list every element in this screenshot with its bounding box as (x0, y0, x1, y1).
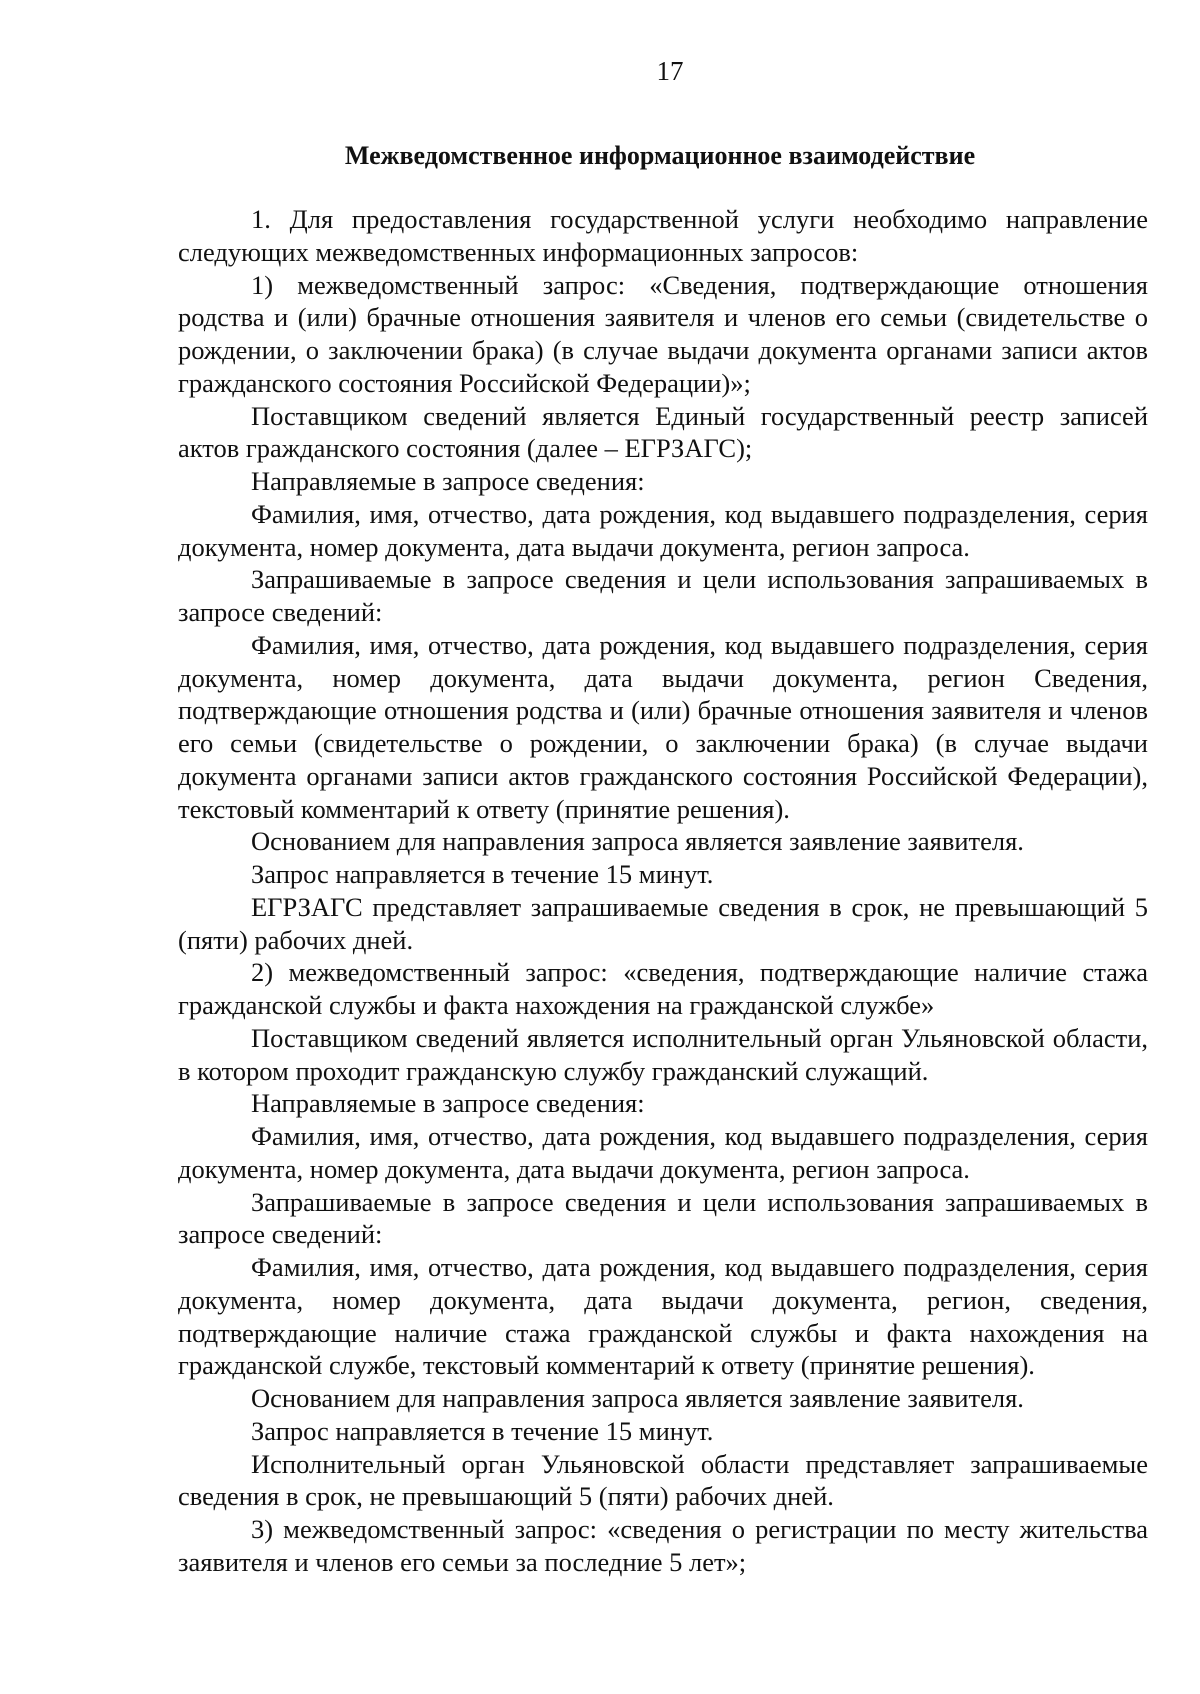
paragraph: 1. Для предоставления государственной услуги необходимо направление следующих межведомственных информационных запросов: (178, 204, 1148, 267)
paragraph: Запрашиваемые в запросе сведения и цели использования запрашиваемых в запросе сведений: (178, 1186, 1148, 1250)
section-heading: Межведомственное информационное взаимодействие (344, 141, 976, 170)
document-body (178, 203, 1148, 1579)
paragraph: Основанием для направления запроса является заявление заявителя. (251, 1383, 1024, 1413)
paragraph: Исполнительный орган Ульяновской области представляет запрашиваемые сведения в срок, не превышающий 5 (пяти) рабочих дней. (178, 1448, 1148, 1512)
paragraph: Фамилия, имя, отчество, дата рождения, код выдавшего подразделения, серия документа, номер документа, дата выдачи документа, регион запроса. (178, 498, 1148, 562)
paragraph: ЕГРЗАГС представляет запрашиваемые сведения в срок, не превышающий 5 (пяти) рабочих дней. (178, 891, 1148, 955)
paragraph: Запрашиваемые в запросе сведения и цели использования запрашиваемых в запросе сведений: (178, 564, 1148, 627)
paragraph: 3) межведомственный запрос: «сведения о регистрации по месту жительства заявителя и членов его семьи за последние 5 лет»; (178, 1514, 1148, 1577)
paragraph: 1) межведомственный запрос: «Сведения, подтверждающие отношения родства и (или) брачные отношения заявителя и членов его семьи (свидетельстве о рождении, о заключении брака) (в случае выдачи документа органами записи актов гражданского состояния Российской Федерации)»; (178, 269, 1148, 398)
page-number: 17 (656, 56, 684, 86)
paragraph: Фамилия, имя, отчество, дата рождения, код выдавшего подразделения, серия документа, номер документа, дата выдачи документа, регион, сведения, подтверждающие наличие стажа гражданской службы и факта нахождения на гражданской службе, текстовый комментарий к ответу (принятие решения). (178, 1252, 1148, 1381)
paragraph: Поставщиком сведений является исполнительный орган Ульяновской области, в котором проходит гражданскую службу гражданский служащий. (178, 1022, 1148, 1086)
paragraph: Фамилия, имя, отчество, дата рождения, код выдавшего подразделения, серия документа, номер документа, дата выдачи документа, регион запроса. (178, 1121, 1148, 1184)
paragraph: Направляемые в запросе сведения: (251, 466, 645, 496)
paragraph: Направляемые в запросе сведения: (251, 1088, 645, 1119)
paragraph: Основанием для направления запроса является заявление заявителя. (251, 826, 1024, 857)
paragraph: Фамилия, имя, отчество, дата рождения, код выдавшего подразделения, серия документа, номер документа, дата выдачи документа, регион Сведения, подтверждающие отношения родства и (или) брачные отношения заявителя и членов его семьи (свидетельстве о рождении, о заключении брака) (в случае выдачи документа органами записи актов гражданского состояния Российской Федерации), текстовый комментарий к ответу (принятие решения). (178, 629, 1148, 824)
paragraph: 2) межведомственный запрос: «сведения, подтверждающие наличие стажа гражданской службы и факта нахождения на гражданской службе» (178, 957, 1148, 1020)
paragraph: Запрос направляется в течение 15 минут. (251, 859, 714, 889)
paragraph: Запрос направляется в течение 15 минут. (251, 1415, 714, 1446)
paragraph: Поставщиком сведений является Единый государственный реестр записей актов гражданского состояния (далее – ЕГРЗАГС); (178, 400, 1148, 464)
